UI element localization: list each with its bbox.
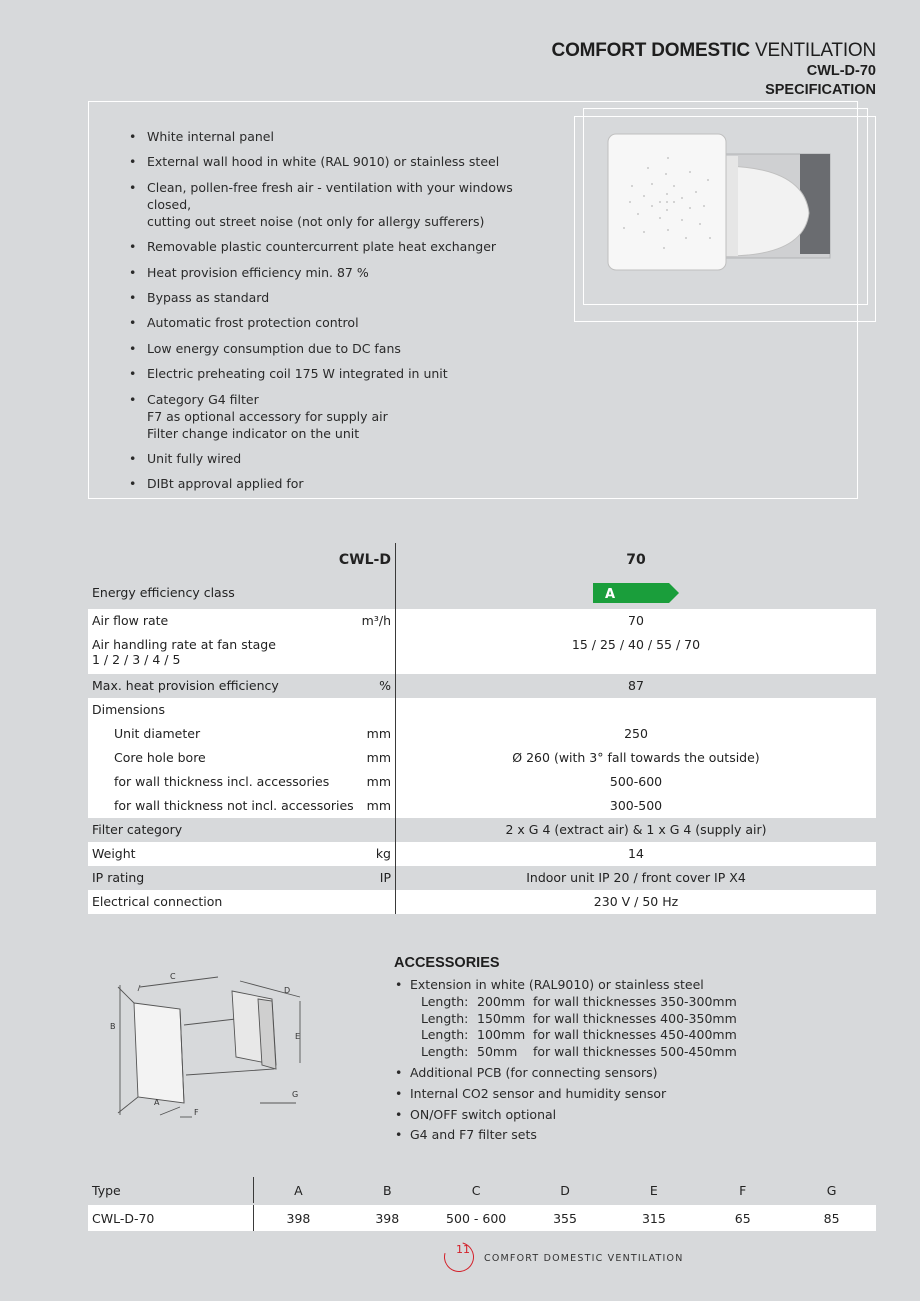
extension-length-row: Length: 200mm for wall thicknesses 350-300mm — [421, 993, 737, 1009]
diagram-label-b: B — [110, 1022, 116, 1031]
feature-item: • External wall hood in white (RAL 9010) or stainless steel — [128, 153, 558, 170]
spec-value: 87 — [395, 674, 876, 698]
spec-value: 14 — [395, 842, 876, 866]
spec-value — [395, 698, 876, 722]
spec-value: 250 — [395, 722, 876, 746]
spec-label: Air handling rate at fan stage — [92, 637, 276, 652]
spec-header-value: 70 — [395, 543, 876, 576]
dimensions-header-row: Type A B C D E F G — [88, 1177, 876, 1203]
diagram-label-f: F — [194, 1108, 199, 1117]
spec-unit: mm — [366, 774, 391, 789]
spec-rows — [88, 609, 876, 914]
accessory-item: • Internal CO2 sensor and humidity sensor — [394, 1086, 814, 1103]
spec-value: 300-500 — [395, 794, 876, 818]
model-name: CWL-D-70 — [806, 63, 876, 79]
spec-unit: mm — [366, 750, 391, 765]
spec-unit: mm — [366, 726, 391, 741]
diagram-label-g: G — [292, 1090, 299, 1099]
spec-unit: m³/h — [361, 613, 391, 628]
feature-item: • Bypass as standard — [128, 289, 558, 306]
spec-row — [88, 609, 876, 633]
spec-value: 70 — [395, 609, 876, 633]
spec-value: 230 V / 50 Hz — [395, 890, 876, 914]
feature-item: • Low energy consumption due to DC fans — [128, 340, 558, 357]
spec-unit: % — [379, 678, 391, 693]
spec-row — [88, 794, 876, 818]
spec-label: for wall thickness incl. accessories — [114, 774, 330, 789]
spec-label: Max. heat provision efficiency — [92, 678, 279, 693]
dimension-diagram — [100, 965, 340, 1130]
diagram-label-d: D — [284, 986, 291, 995]
accessory-item-extension: • Extension in white (RAL9010) or stainless steel Length: 200mm for wall thicknesses 350-300mm Length: 150mm for wall thicknesses 400-350mm Length: 100mm for wall thicknesses 450-400mm Length: 50mm for wall thicknesses 500-450mm — [394, 977, 814, 1061]
spec-header-row — [88, 543, 876, 576]
feature-item: • Electric preheating coil 175 W integrated in unit — [128, 365, 558, 382]
spec-row — [88, 818, 876, 842]
diagram-label-a: A — [154, 1098, 160, 1107]
energy-row: Energy efficiency class A — [88, 576, 876, 609]
spec-value: 2 x G 4 (extract air) & 1 x G 4 (supply air) — [395, 818, 876, 842]
spec-row — [88, 866, 876, 890]
spec-label: Unit diameter — [114, 726, 201, 741]
spec-value: 15 / 25 / 40 / 55 / 70 — [395, 633, 876, 674]
spec-label: Core hole bore — [114, 750, 206, 765]
spec-unit: IP — [379, 870, 391, 885]
page-number: 11 — [456, 1243, 470, 1256]
spec-row — [88, 698, 876, 722]
spec-label: for wall thickness not incl. accessories — [114, 798, 354, 813]
spec-unit — [358, 818, 395, 842]
feature-item: • DIBt approval applied for — [128, 475, 558, 492]
dimensions-table — [88, 1177, 876, 1231]
page-subtitle: SPECIFICATION — [765, 82, 876, 98]
spec-label: IP rating — [92, 870, 145, 885]
spec-label: Electrical connection — [92, 894, 223, 909]
spec-unit — [358, 698, 395, 722]
energy-class-letter: A — [605, 586, 616, 602]
accessories-list — [394, 977, 814, 1148]
spec-row — [88, 770, 876, 794]
accessories-title: ACCESSORIES — [394, 955, 500, 971]
spec-value: Ø 260 (with 3° fall towards the outside) — [395, 746, 876, 770]
page-title: COMFORT DOMESTIC VENTILATION — [551, 40, 876, 61]
spec-label: Weight — [92, 846, 136, 861]
feature-item: • Clean, pollen-free fresh air - ventilation with your windows closed, cutting out street noise (not only for allergy sufferers) — [128, 179, 558, 230]
spec-label: Filter category — [92, 822, 183, 837]
extension-length-row: Length: 50mm for wall thicknesses 500-450mm — [421, 1044, 737, 1060]
dimensions-data-row: CWL-D-70 398 398 500 - 600 355 315 65 85 — [88, 1205, 876, 1231]
extension-length-row: Length: 150mm for wall thicknesses 400-350mm — [421, 1010, 737, 1026]
spec-value: 500-600 — [395, 770, 876, 794]
diagram-label-c: C — [170, 972, 176, 981]
accessory-item: • ON/OFF switch optional — [394, 1107, 814, 1124]
spec-header-label: CWL-D — [338, 551, 391, 568]
feature-item: • Category G4 filter F7 as optional accessory for supply air Filter change indicator on the unit — [128, 391, 558, 442]
extension-length-row: Length: 100mm for wall thicknesses 450-400mm — [421, 1027, 737, 1043]
product-image — [604, 128, 836, 278]
accessory-item: • Additional PCB (for connecting sensors) — [394, 1065, 814, 1082]
spec-row — [88, 674, 876, 698]
footer-text: COMFORT DOMESTIC VENTILATION — [484, 1253, 684, 1264]
diagram-label-e: E — [295, 1032, 301, 1041]
feature-item: • White internal panel — [128, 128, 558, 145]
spec-row — [88, 890, 876, 914]
spec-unit: mm — [366, 798, 391, 813]
spec-row — [88, 746, 876, 770]
feature-item: • Automatic frost protection control — [128, 314, 558, 331]
accessory-item: • G4 and F7 filter sets — [394, 1127, 814, 1144]
spec-unit — [358, 890, 395, 914]
feature-item: • Unit fully wired — [128, 450, 558, 467]
spec-label: Air flow rate — [92, 613, 169, 628]
spec-row — [88, 633, 876, 674]
energy-class-badge — [593, 583, 679, 603]
feature-list — [128, 128, 558, 501]
feature-item: • Heat provision efficiency min. 87 % — [128, 264, 558, 281]
spec-row — [88, 842, 876, 866]
spec-value: Indoor unit IP 20 / front cover IP X4 — [395, 866, 876, 890]
spec-label-line2: 1 / 2 / 3 / 4 / 5 — [92, 652, 181, 667]
feature-item: • Removable plastic countercurrent plate heat exchanger — [128, 238, 558, 255]
spec-table — [88, 543, 876, 914]
spec-row — [88, 722, 876, 746]
spec-label: Dimensions — [92, 702, 165, 717]
page-header — [552, 40, 876, 100]
spec-unit: kg — [375, 846, 391, 861]
spec-unit — [358, 633, 395, 674]
